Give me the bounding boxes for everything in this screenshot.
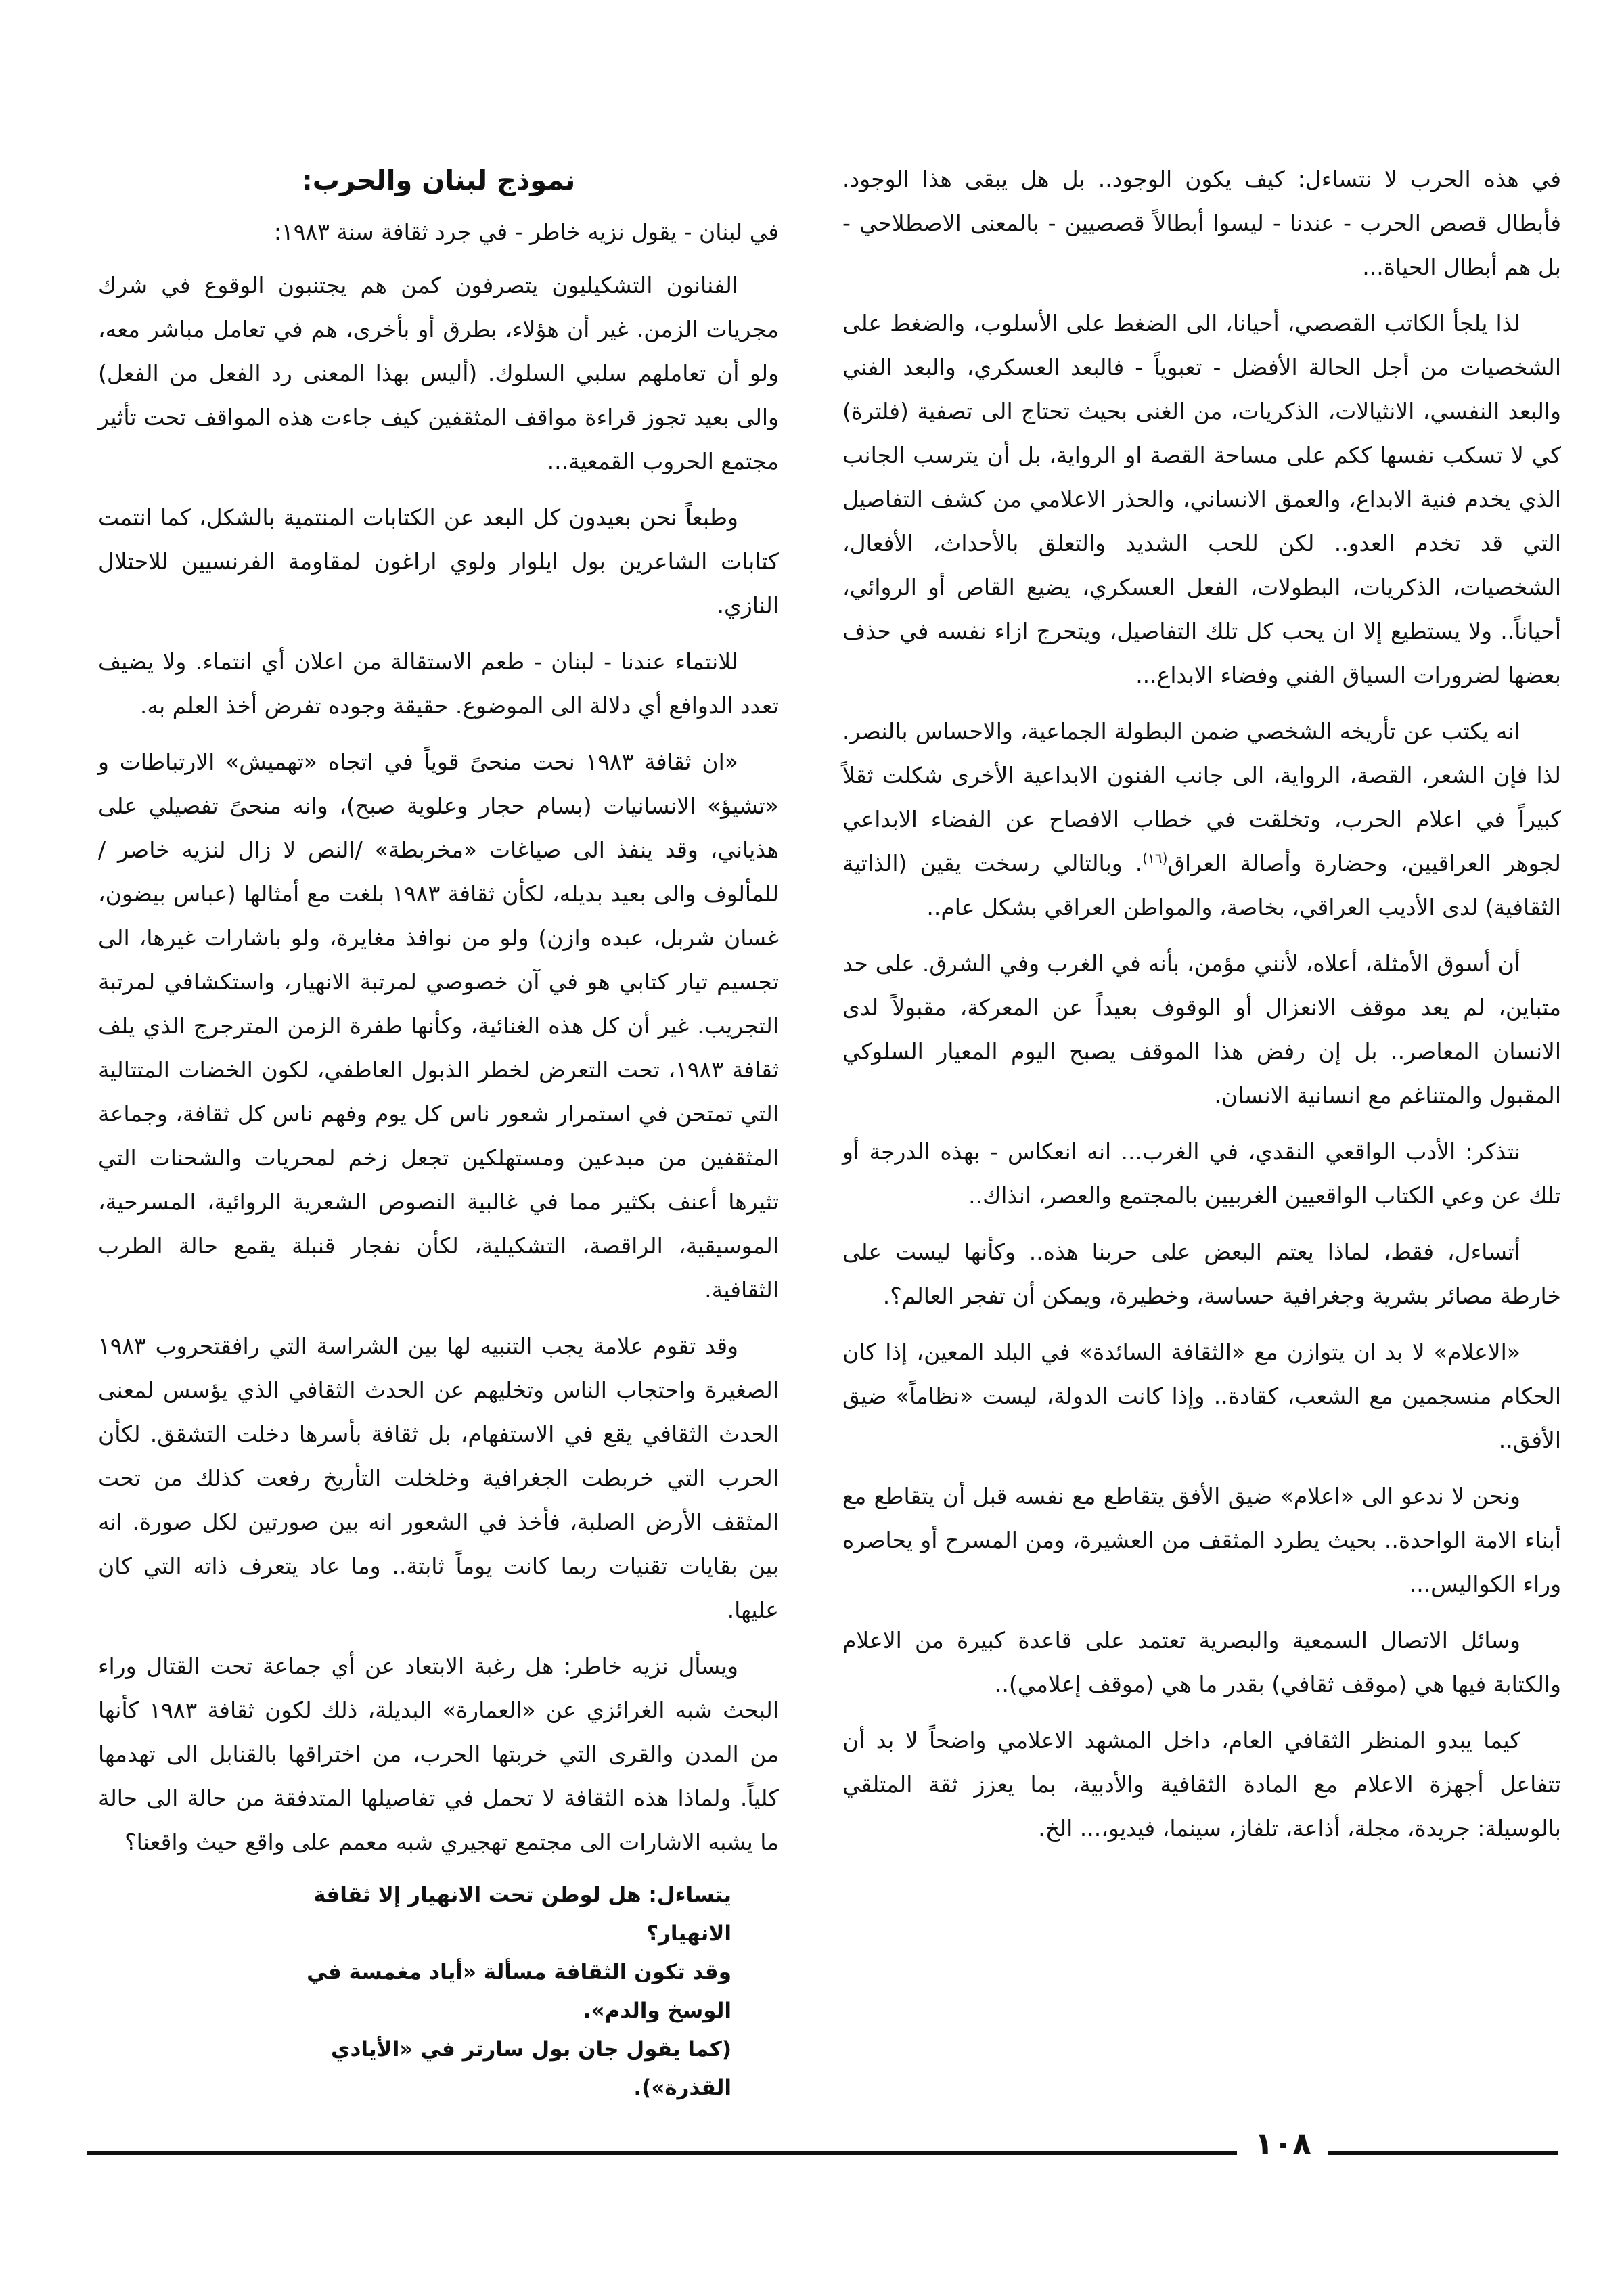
section-heading: نموذج لبنان والحرب: (301, 165, 576, 196)
paragraph: ويسأل نزيه خاطر: هل رغبة الابتعاد عن أي جماعة تحت القتال وراء البحث شبه الغرائزي عن «العمارة» البديلة، ذلك لكون ثقافة ١٩٨٣ كأنها من المدن والقرى التي خربتها الحرب، من اختراقها بالقنابل الى تهدمها كلياً. ولماذا هذه الثقافة لا تحمل في تفاصيلها المتدفقة من حالة الى حالة ما يشبه الاشارات الى مجتمع تهجيري شبه معمم على واقع حيث واقعنا؟ (98, 1653, 779, 1855)
paragraph: وطبعاً نحن بعيدون كل البعد عن الكتابات المنتمية بالشكل، كما انتمت كتابات الشاعرين بول ايلوار ولوي اراغون لمقاومة الفرنسيين للاحتلال النازي. (98, 504, 779, 619)
footnote-reference: (١٦) (1142, 850, 1168, 866)
closing-quote (261, 1876, 731, 2108)
paragraph-text: . وبالتالي رسخت يقين (الذاتية الثقافية) لدى الأديب العراقي، بخاصة، والمواطن العراقي بشكل عام.. (842, 850, 1561, 920)
page-number: ١٠٨ (1254, 2125, 1312, 2162)
left-column (98, 157, 779, 2108)
closing-line: وقد تكون الثقافة مسألة «أياد مغمسة في الوسخ والدم». (307, 1960, 731, 2023)
section-subheading: في لبنان - يقول نزيه خاطر - في جرد ثقافة سنة ١٩٨٣: (273, 219, 779, 245)
paragraph: «الاعلام» لا بد ان يتوازن مع «الثقافة السائدة» في البلد المعين، إذا كان الحكام منسجمين مع الشعب، كقادة.. وإذا كانت الدولة، ليست «نظاماً» ضيق الأفق.. (842, 1339, 1561, 1453)
paragraph: نتذكر: الأدب الواقعي النقدي، في الغرب... انه انعكاس - بهذه الدرجة أو تلك عن وعي الكتاب الواقعيين الغربيين بالمجتمع والعصر، انذاك.. (842, 1138, 1561, 1209)
paragraph: الفنانون التشكيليون يتصرفون كمن هم يجتنبون الوقوع في شرك مجريات الزمن. غير أن هؤلاء، بطرق أو بأخرى، هم في تعامل مباشر معه، ولو أن تعاملهم سلبي السلوك. (أليس بهذا المعنى رد الفعل من الفعل) والى بعيد تجوز قراءة مواقف المثقفين كيف جاءت هذه المواقف تحت تأثير مجتمع الحروب القمعية... (98, 272, 779, 474)
paragraph-text: انه يكتب عن تأريخه الشخصي ضمن البطولة الجماعية، والاحساس بالنصر. لذا فإن الشعر، القصة، الرواية، الى جانب الفنون الابداعية الأخرى شكلت ثقلاً كبيراً في اعلام الحرب، وتخلقت في خطاب الافصاح عن الفضاء الابداعي لجوهر العراقيين، وحضارة وأصالة العراق (842, 718, 1561, 876)
paragraph: أتساءل، فقط، لماذا يعتم البعض على حربنا هذه.. وكأنها ليست على خارطة مصائر بشرية وجغرافية حساسة، وخطيرة، ويمكن أن تفجر العالم؟. (842, 1239, 1561, 1309)
paragraph (842, 709, 1561, 929)
right-column (842, 157, 1561, 1863)
footer-rule-right (1328, 2151, 1558, 2155)
closing-line: يتساءل: هل لوطن تحت الانهيار إلا ثقافة الانهيار؟ (313, 1883, 731, 1946)
closing-line: (كما يقول جان بول سارتر في «الأيادي القذرة»). (331, 2037, 731, 2100)
paragraph: كيما يبدو المنظر الثقافي العام، داخل المشهد الاعلامي واضحاً لا بد أن تتفاعل أجهزة الاعلام مع المادة الثقافية والأدبية، بما يعزز ثقة المتلقي بالوسيلة: جريدة، مجلة، أذاعة، تلفاز، سينما، فيديو،... الخ. (842, 1727, 1561, 1842)
paragraph: للانتماء عندنا - لبنان - طعم الاستقالة من اعلان أي انتماء. ولا يضيف تعدد الدوافع أي دلالة الى الموضوع. حقيقة وجوده تفرض أخذ العلم به. (98, 648, 779, 719)
paragraph: وقد تقوم علامة يجب التنبيه لها بين الشراسة التي رافقتحروب ١٩٨٣ الصغيرة واحتجاب الناس وتخليهم عن الحدث الثقافي الذي يؤسس لمعنى الحدث الثقافي يقع في الاستفهام، بل ثقافة بأسرها دخلت التشقق. لكأن الحرب التي خربطت الجغرافية وخلخلت التأريخ رفعت كذلك من تحت المثقف الأرض الصلبة، فأخذ في الشعور انه بين صورتين لكل صورة. انه بين بقايات تقنيات ربما كانت يوماً ثابتة.. وما عاد يتعرف ذاته التي كان عليها. (98, 1333, 779, 1623)
paragraph: أن أسوق الأمثلة، أعلاه، لأنني مؤمن، بأنه في الغرب وفي الشرق. على حد متباين، لم يعد موقف الانعزال أو الوقوف بعيداً عن المعركة، مقبولاً لدى الانسان المعاصر.. بل إن رفض هذا الموقف يصبح اليوم المعيار السلوكي المقبول والمتناغم مع انسانية الانسان. (842, 950, 1561, 1109)
footer-rule-left (87, 2151, 1237, 2155)
paragraph: وسائل الاتصال السمعية والبصرية تعتمد على قاعدة كبيرة من الاعلام والكتابة فيها هي (موقف ثقافي) بقدر ما هي (موقف إعلامي).. (842, 1627, 1561, 1697)
paragraph: في هذه الحرب لا نتساءل: كيف يكون الوجود.. بل هل يبقى هذا الوجود. فأبطال قصص الحرب - عندنا - ليسوا أبطالاً قصصيين - بالمعنى الاصطلاحي - بل هم أبطال الحياة... (842, 166, 1561, 280)
paragraph: لذا يلجأ الكاتب القصصي، أحيانا، الى الضغط على الأسلوب، والضغط على الشخصيات من أجل الحالة الأفضل - تعبوياً - فالبعد العسكري، والبعد الفني والبعد النفسي، الانثيالات، الذكريات، من الغنى بحيث تحتاج الى تصفية (فلترة) كي لا تسكب نفسها ككم على مساحة القصة او الرواية، بل أن يترسب الجانب الذي يخدم فنية الابداع، والعمق الانساني، والحذر الاعلامي من كشف التفاصيل التي قد تخدم العدو.. لكن للحب الشديد والتعلق بالأحداث، الأفعال، الشخصيات، الذكريات، البطولات، الفعل العسكري، يضيع القاص أو الروائي، أحياناً.. ولا يستطيع إلا ان يحب كل تلك التفاصيل، ويتحرج ازاء نفسه في حذف بعضها لضرورات السياق الفني وفضاء الابداع... (842, 310, 1561, 688)
paragraph: ونحن لا ندعو الى «اعلام» ضيق الأفق يتقاطع مع نفسه قبل أن يتقاطع مع أبناء الامة الواحدة.. بحيث يطرد المثقف من العشيرة، ومن المسرح أو يحاصره وراء الكواليس... (842, 1483, 1561, 1597)
quote-paragraph: «ان ثقافة ١٩٨٣ نحت منحىً قوياً في اتجاه «تهميش» الارتباطات و «تشيؤ» الانسانيات (بسام حجار وعلوية صبح)، وانه منحىً تفصيلي على هذياني، وقد ينفذ الى صياغات «مخربطة» /النص لا زال لنزيه خاصر / للمألوف والى بعيد بديله، لكأن ثقافة ١٩٨٣ بلغت مع أمثالها (عباس بيضون، غسان شربل، عبده وازن) ولو من نوافذ مغايرة، ولو باشارات غيرها، الى تجسيم تيار كتابي هو في آن خصوصي لمرتبة الانهيار، واستكشافي لمرتبة التجريب. غير أن كل هذه الغنائية، وكأنها طفرة الزمن المترجرج الذي يلف ثقافة ١٩٨٣، تحت التعرض لخطر الذبول العاطفي، لكون الخضات المتتالية التي تمتحن في استمرار شعور ناس كل يوم وفهم ناس كل ثقافة، وجماعة المثقفين من مبدعين ومستهلكين تجعل زخم لمحريات والشحنات التي تثيرها أعنف بكثير مما في غالبية النصوص الشعرية الروائية، المسرحية، الموسيقية، الراقصة، التشكيلية، لكأن نفجار قنبلة يقمع حالة الطرب الثقافية. (98, 749, 780, 1303)
